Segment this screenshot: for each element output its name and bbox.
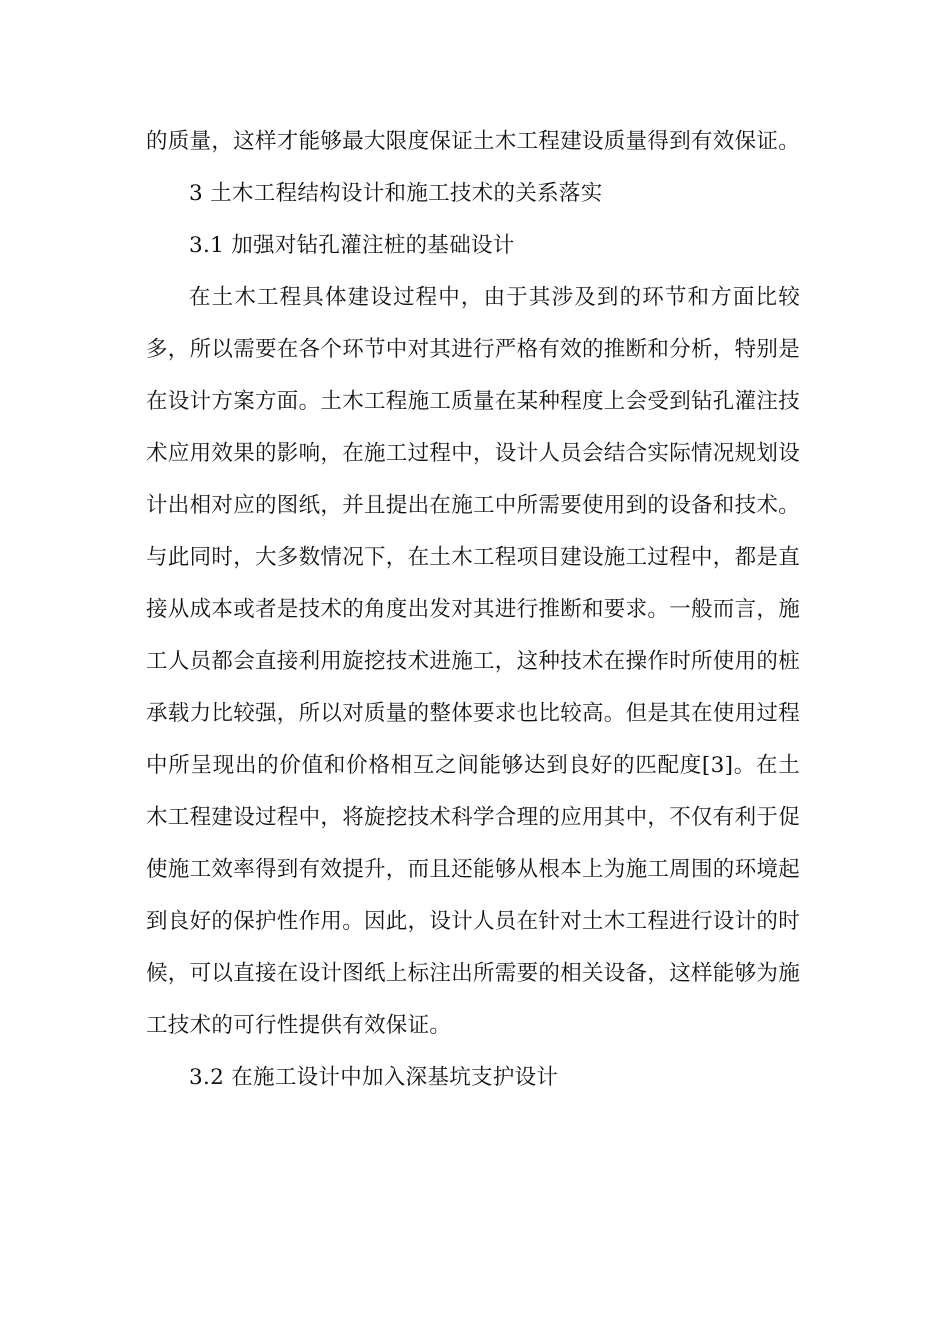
- section-heading-3: 3 土木工程结构设计和施工技术的关系落实: [189, 181, 603, 206]
- paragraph-continuation: 的质量，这样才能够最大限度保证土木工程建设质量得到有效保证。: [146, 129, 801, 154]
- document-body: [146, 116, 800, 1104]
- paragraph-body: 在土木工程具体建设过程中，由于其涉及到的环节和方面比较多，所以需要在各个环节中对其进行严格有效的推断和分析，特别是在设计方案方面。土木工程施工质量在某种程度上会受到钻孔灌注技术应用效果的影响，在施工过程中，设计人员会结合实际情况规划设计出相对应的图纸，并且提出在施工中所需要使用到的设备和技术。与此同时，大多数情况下，在土木工程项目建设施工过程中，都是直接从成本或者是技术的角度出发对其进行推断和要求。一般而言，施工人员都会直接利用旋挖技术进施工，这种技术在操作时所使用的桩承载力比较强，所以对质量的整体要求也比较高。但是其在使用过程中所呈现出的价值和价格相互之间能够达到良好的匹配度[3]。在土木工程建设过程中，将旋挖技术科学合理的应用其中，不仅有利于促使施工效率得到有效提升，而且还能够从根本上为施工周围的环境起到良好的保护性作用。因此，设计人员在针对土木工程进行设计的时候，可以直接在设计图纸上标注出所需要的相关设备，这样能够为施工技术的可行性提供有效保证。: [146, 285, 801, 1038]
- subsection-heading-3-2: 3.2 在施工设计中加入深基坑支护设计: [189, 1065, 559, 1090]
- subsection-heading-3-1: 3.1 加强对钻孔灌注桩的基础设计: [189, 233, 515, 258]
